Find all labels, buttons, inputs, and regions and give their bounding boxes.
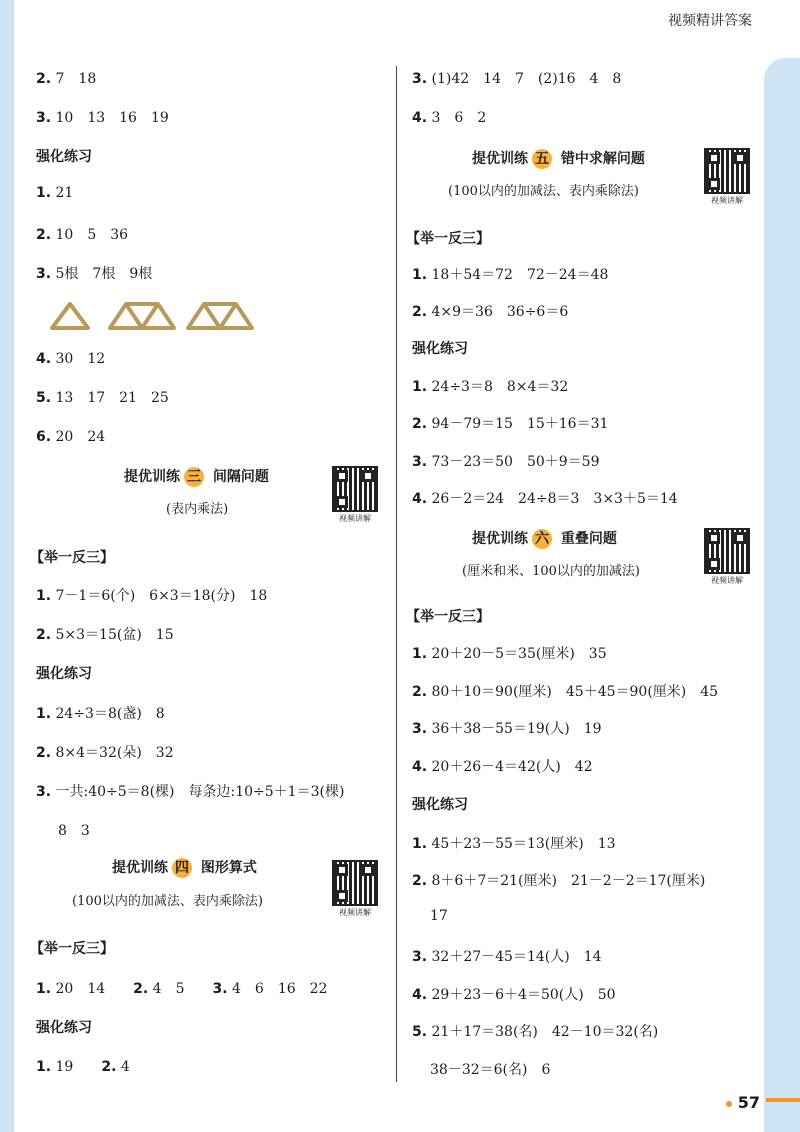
item-number: 2. xyxy=(101,1059,117,1075)
answer-line xyxy=(412,756,593,776)
answer-text: 13 17 21 25 xyxy=(55,390,169,406)
answer-line xyxy=(36,1056,130,1076)
item-number: 1. xyxy=(412,267,428,283)
qr-caption: 视频讲解 xyxy=(339,514,371,523)
section-badge: 五 xyxy=(532,149,552,169)
answer-text: 36＋38－55＝19(人) 19 xyxy=(431,721,602,737)
item-number: 2. xyxy=(36,627,52,643)
answer-line xyxy=(36,387,169,407)
answer-line xyxy=(412,413,608,433)
page-number xyxy=(726,1093,760,1112)
section-heading: 【举一反三】 xyxy=(406,609,490,625)
section-name: 间隔问题 xyxy=(212,469,269,485)
page-number-bar xyxy=(766,1098,800,1102)
answer-line xyxy=(430,1059,550,1079)
item-number: 2. xyxy=(412,304,428,320)
section-prefix: 提优训练 xyxy=(472,151,528,167)
item-number: 5. xyxy=(412,1024,428,1040)
answer-line xyxy=(36,703,165,723)
answer-line xyxy=(36,585,267,605)
answer-text: 7－1＝6(个) 6×3＝18(分) 18 xyxy=(55,588,268,604)
section-title xyxy=(112,857,257,878)
section-badge: 四 xyxy=(172,858,192,878)
answer-text: 21 xyxy=(55,185,74,201)
item-number: 2. xyxy=(412,873,428,889)
answer-line xyxy=(430,908,448,924)
qr-code[interactable] xyxy=(332,860,378,918)
answer-line xyxy=(36,185,73,201)
answer-text: 8＋6＋7＝21(厘米) 21－2－2＝17(厘米) xyxy=(431,873,706,889)
answer-text: 5根 7根 9根 xyxy=(55,266,153,282)
item-number: 3. xyxy=(36,784,52,800)
answer-text: 7 18 xyxy=(55,71,97,87)
page-edge-left xyxy=(0,0,14,1132)
answer-line xyxy=(36,107,169,127)
qr-code-icon xyxy=(332,466,378,512)
answer-text: 80＋10＝90(厘米) 45＋45＝90(厘米) 45 xyxy=(431,684,719,700)
item-number: 1. xyxy=(412,379,428,395)
answer-line xyxy=(412,301,568,321)
item-number: 1. xyxy=(412,646,428,662)
section-heading: 强化练习 xyxy=(36,666,92,682)
answer-text: 45＋23－55＝13(厘米) 13 xyxy=(431,836,616,852)
item-number: 4. xyxy=(412,987,428,1003)
section-subtitle: (100以内的加减法、表内乘除法) xyxy=(448,184,639,199)
section-name: 重叠问题 xyxy=(560,531,617,547)
section-badge: 三 xyxy=(184,467,204,487)
item-number: 1. xyxy=(36,588,52,604)
qr-caption: 视频讲解 xyxy=(711,576,743,585)
answer-text: 一共:40÷5＝8(棵) 每条边:10÷5＋1＝3(棵) xyxy=(55,784,345,800)
section-subtitle: (表内乘法) xyxy=(166,502,229,517)
section-subtitle: (厘米和米、100以内的加减法) xyxy=(462,564,640,579)
answer-line xyxy=(412,643,607,663)
qr-code-icon xyxy=(332,860,378,906)
item-number: 3. xyxy=(412,454,428,470)
section-title xyxy=(124,466,269,487)
answer-text: 10 13 16 19 xyxy=(55,110,169,126)
item-number: 3. xyxy=(412,71,428,87)
item-number: 3. xyxy=(412,721,428,737)
answer-text: 5×3＝15(盆) 15 xyxy=(55,627,174,643)
item-number: 4. xyxy=(412,491,428,507)
answer-line xyxy=(412,451,600,471)
qr-code-icon xyxy=(704,148,750,194)
item-number: 1. xyxy=(36,185,52,201)
item-number: 2. xyxy=(36,71,52,87)
section-subtitle: (100以内的加减法、表内乘除法) xyxy=(72,894,263,909)
item-number: 2. xyxy=(412,684,428,700)
section-heading: 强化练习 xyxy=(412,797,468,813)
item-number: 2. xyxy=(36,745,52,761)
answer-text: (1)42 14 7 (2)16 4 8 xyxy=(431,71,622,87)
answer-line xyxy=(412,833,616,853)
answer-line xyxy=(412,488,678,508)
answer-text: 73－23＝50 50＋9＝59 xyxy=(431,454,600,470)
answer-line xyxy=(58,820,90,840)
answer-text: 21＋17＝38(名) 42－10＝32(名) xyxy=(431,1024,659,1040)
answer-text: 18＋54＝72 72－24＝48 xyxy=(431,267,609,283)
answer-text: 20＋20－5＝35(厘米) 35 xyxy=(431,646,607,662)
item-number: 1. xyxy=(36,1059,52,1075)
section-heading: 强化练习 xyxy=(412,341,468,357)
page-edge-right xyxy=(764,58,800,1132)
item-number: 4. xyxy=(412,110,428,126)
answer-line xyxy=(412,984,616,1004)
answer-text: 17 xyxy=(430,908,448,924)
answer-line xyxy=(36,742,174,762)
answer-line xyxy=(36,263,152,283)
answer-line xyxy=(412,946,602,966)
answer-line xyxy=(412,1021,658,1041)
answer-text: 29＋23－6＋4＝50(人) 50 xyxy=(431,987,616,1003)
section-name: 图形算式 xyxy=(200,860,257,876)
page-number-text: 57 xyxy=(737,1093,760,1112)
qr-code[interactable] xyxy=(704,148,750,206)
item-number: 5. xyxy=(36,390,52,406)
bullet-dot-icon xyxy=(726,1101,732,1107)
answer-text: 3 6 2 xyxy=(431,110,487,126)
answer-line xyxy=(412,68,621,88)
triangles-2 xyxy=(110,304,174,328)
answer-text: 8×4＝32(朵) 32 xyxy=(55,745,174,761)
section-title xyxy=(472,528,617,549)
section-title xyxy=(472,148,645,169)
section-heading: 强化练习 xyxy=(36,1020,92,1036)
answer-line xyxy=(412,264,608,284)
answer-text: 30 12 xyxy=(55,351,106,367)
qr-code-icon xyxy=(704,528,750,574)
answer-text: 4×9＝36 36÷6＝6 xyxy=(431,304,569,320)
answer-text: 20＋26－4＝42(人) 42 xyxy=(431,759,593,775)
section-name: 错中求解问题 xyxy=(560,151,645,167)
item-number: 3. xyxy=(412,949,428,965)
section-prefix: 提优训练 xyxy=(124,469,180,485)
answer-text: 4 xyxy=(120,1059,130,1075)
answer-text: 20 14 xyxy=(55,981,106,997)
matchstick-triangles-figure xyxy=(46,300,256,332)
answer-line xyxy=(36,348,105,368)
answer-text: 24÷3＝8 8×4＝32 xyxy=(431,379,569,395)
item-number: 2. xyxy=(412,416,428,432)
answer-text: 19 xyxy=(55,1059,74,1075)
answer-line xyxy=(36,978,327,998)
answer-text: 4 5 xyxy=(152,981,185,997)
item-number: 1. xyxy=(36,706,52,722)
triangles-3 xyxy=(188,304,252,328)
answer-line xyxy=(412,718,602,738)
qr-code[interactable] xyxy=(704,528,750,586)
item-number: 3. xyxy=(36,266,52,282)
answer-line xyxy=(36,624,174,644)
answer-text: 4 6 16 22 xyxy=(232,981,328,997)
item-number: 1. xyxy=(412,836,428,852)
answer-text: 8 3 xyxy=(58,823,90,839)
answer-line xyxy=(412,376,568,396)
section-badge: 六 xyxy=(532,529,552,549)
answer-text: 26－2＝24 24÷8＝3 3×3＋5＝14 xyxy=(431,491,678,507)
answer-line xyxy=(36,781,344,801)
column-divider xyxy=(396,66,397,1082)
item-number: 4. xyxy=(36,351,52,367)
item-number: 3. xyxy=(212,981,228,997)
answer-text: 38－32＝6(名) 6 xyxy=(430,1062,551,1078)
item-number: 6. xyxy=(36,429,52,445)
answer-text: 24÷3＝8(盏) 8 xyxy=(55,706,165,722)
answer-line xyxy=(36,224,128,244)
answer-line xyxy=(412,107,486,127)
triangle-1 xyxy=(52,304,88,328)
item-number: 1. xyxy=(36,981,52,997)
section-heading: 【举一反三】 xyxy=(30,550,114,566)
answer-line xyxy=(412,870,705,890)
section-heading: 强化练习 xyxy=(36,149,92,165)
qr-code[interactable] xyxy=(332,466,378,524)
qr-caption: 视频讲解 xyxy=(339,908,371,917)
section-heading: 【举一反三】 xyxy=(406,231,490,247)
answer-text: 94－79＝15 15＋16＝31 xyxy=(431,416,609,432)
item-number: 2. xyxy=(36,227,52,243)
answer-text: 10 5 36 xyxy=(55,227,129,243)
section-prefix: 提优训练 xyxy=(112,860,168,876)
answer-line xyxy=(36,426,105,446)
item-number: 4. xyxy=(412,759,428,775)
page-header: 视频精讲答案 xyxy=(668,13,752,29)
section-prefix: 提优训练 xyxy=(472,531,528,547)
section-heading: 【举一反三】 xyxy=(30,941,114,957)
item-number: 2. xyxy=(133,981,149,997)
answer-line xyxy=(36,68,96,88)
answer-text: 20 24 xyxy=(55,429,106,445)
item-number: 3. xyxy=(36,110,52,126)
qr-caption: 视频讲解 xyxy=(711,196,743,205)
answer-line xyxy=(412,681,718,701)
answer-text: 32＋27－45＝14(人) 14 xyxy=(431,949,602,965)
